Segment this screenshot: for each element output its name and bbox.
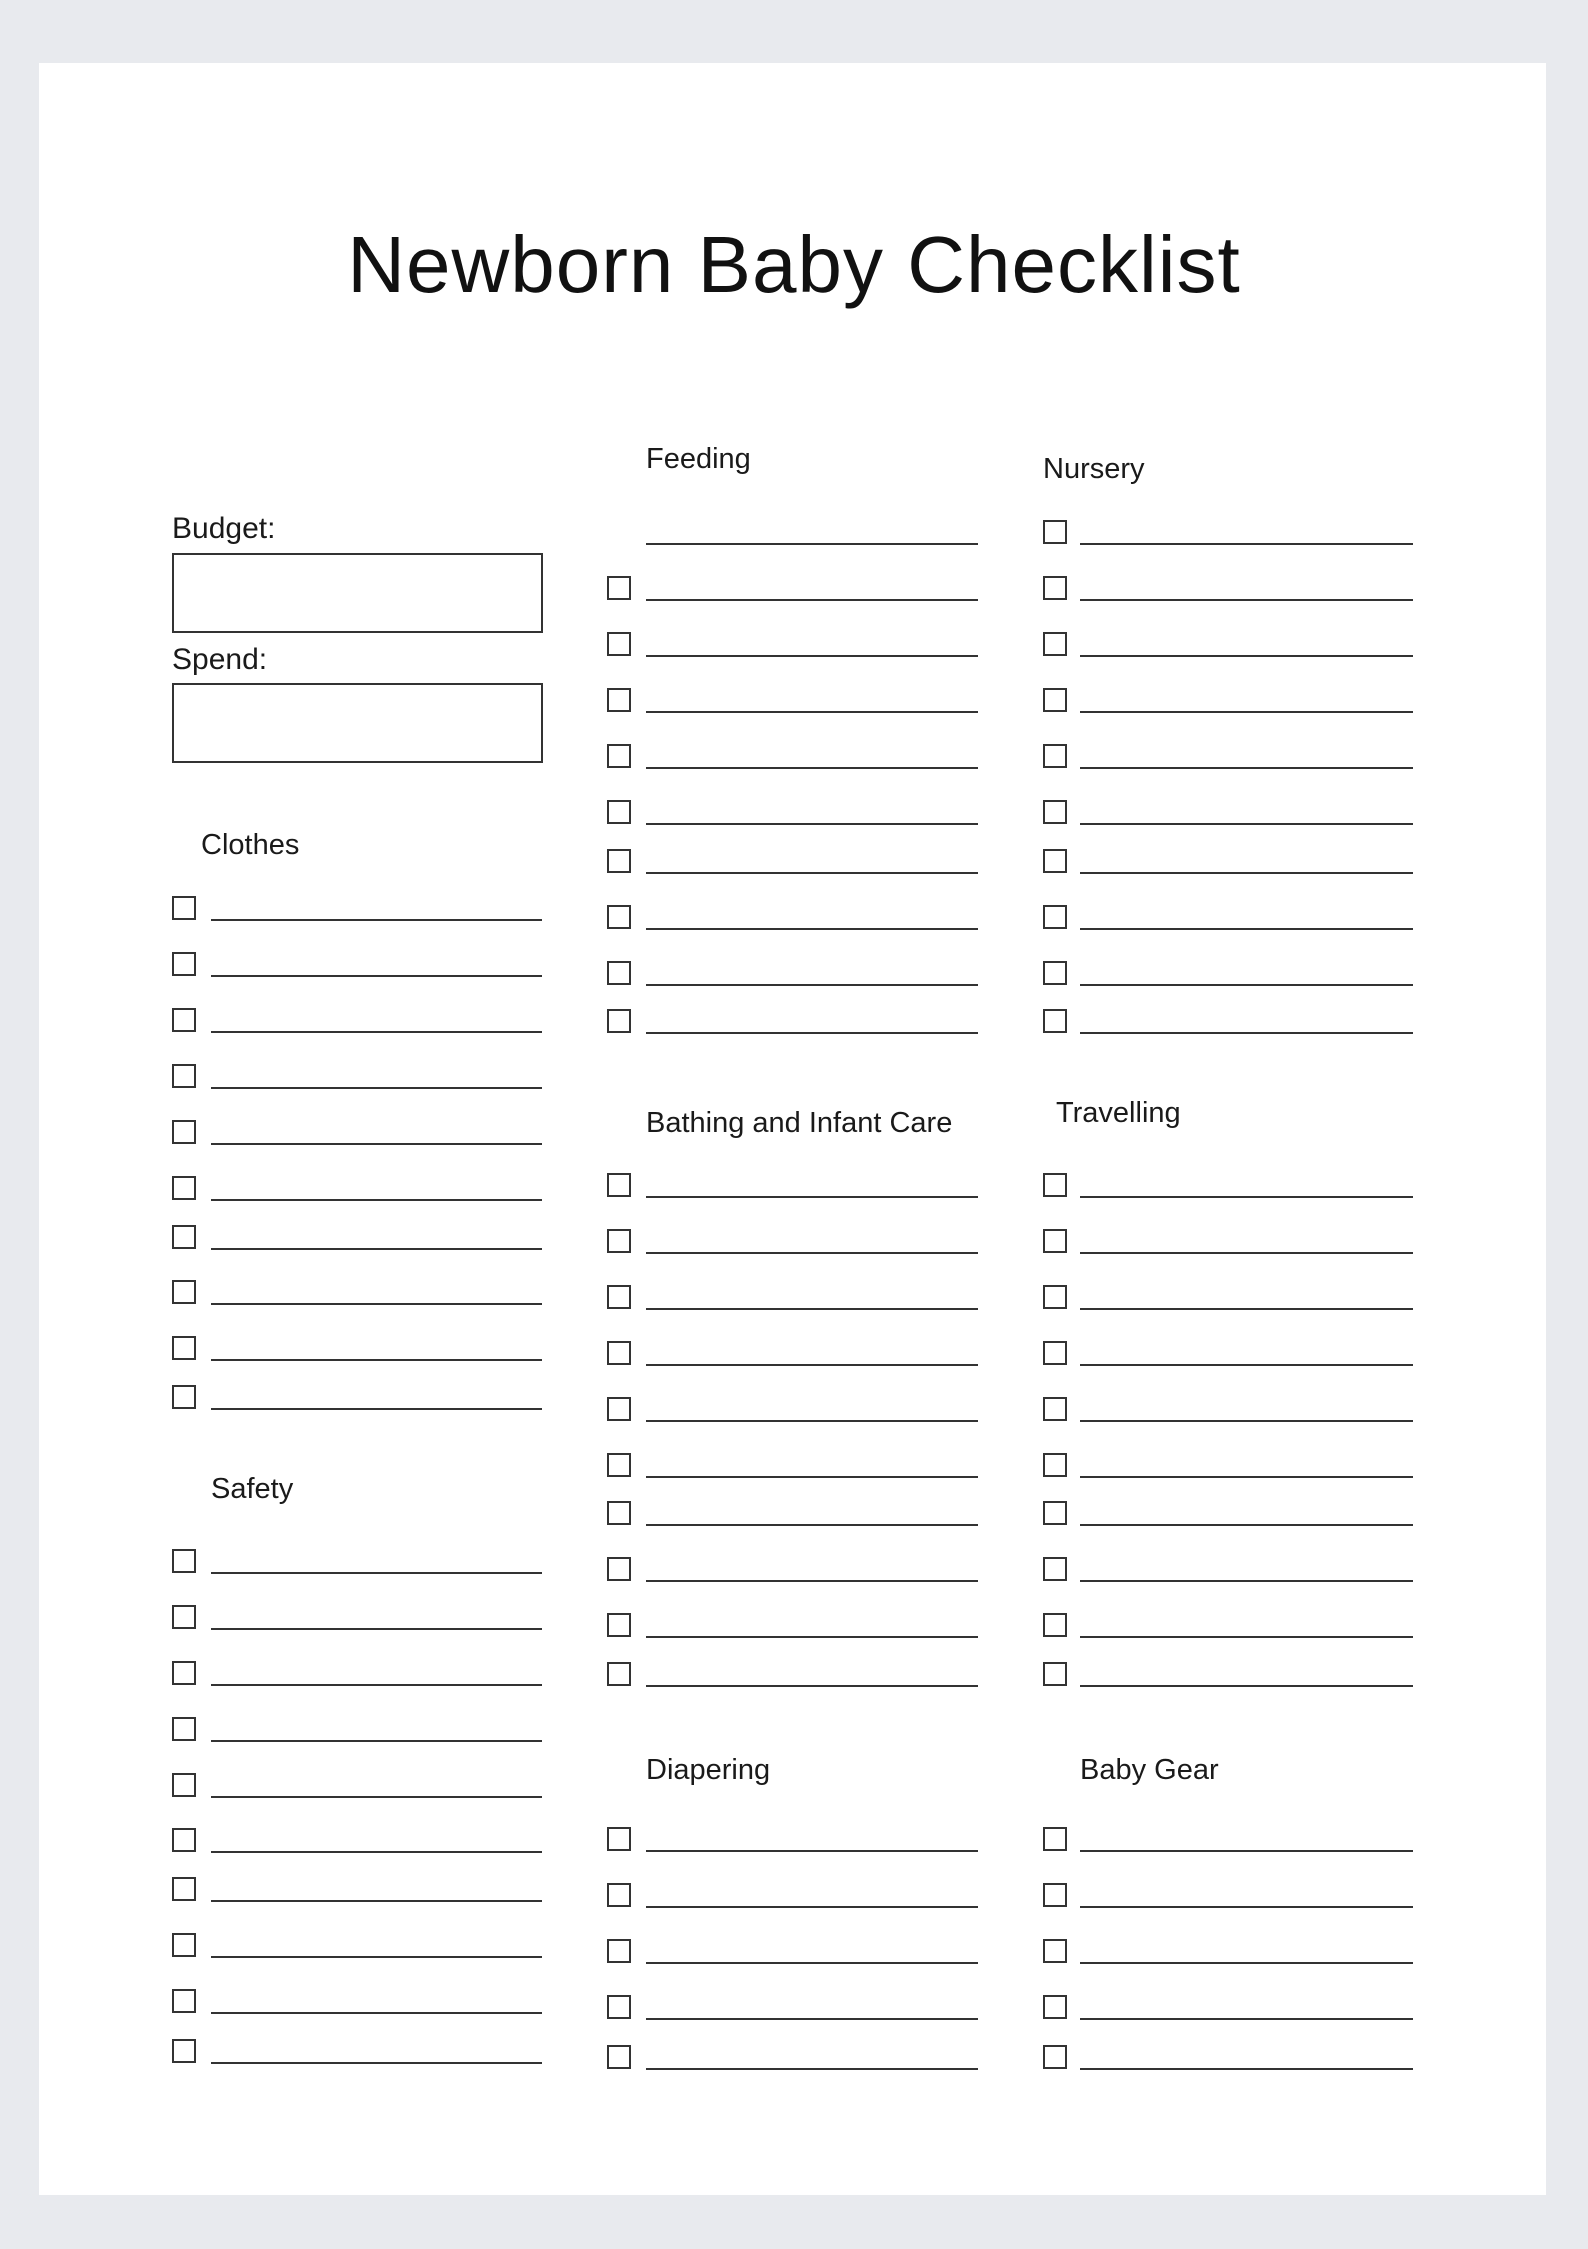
- checklist-checkbox[interactable]: [607, 1501, 631, 1525]
- checklist-checkbox[interactable]: [607, 632, 631, 656]
- checklist-checkbox[interactable]: [1043, 1453, 1067, 1477]
- checklist-checkbox[interactable]: [172, 1661, 196, 1685]
- checklist-checkbox[interactable]: [1043, 744, 1067, 768]
- checklist-checkbox[interactable]: [172, 1176, 196, 1200]
- checklist-checkbox[interactable]: [1043, 2045, 1067, 2069]
- checklist-checkbox[interactable]: [1043, 1501, 1067, 1525]
- section-heading: Feeding: [646, 443, 751, 475]
- checklist-item-line[interactable]: [1080, 2068, 1413, 2070]
- budget-label: Budget:: [172, 512, 276, 545]
- checklist-checkbox[interactable]: [607, 744, 631, 768]
- checklist-checkbox[interactable]: [1043, 1557, 1067, 1581]
- checklist-item-line[interactable]: [1080, 872, 1413, 874]
- checklist-item-line[interactable]: [646, 1580, 978, 1582]
- checklist-checkbox[interactable]: [1043, 800, 1067, 824]
- checklist-checkbox[interactable]: [1043, 576, 1067, 600]
- checklist-item-line[interactable]: [646, 767, 978, 769]
- checklist-item-line[interactable]: [1080, 1524, 1413, 1526]
- checklist-checkbox[interactable]: [607, 905, 631, 929]
- checklist-checkbox[interactable]: [1043, 1229, 1067, 1253]
- checklist-item-line[interactable]: [1080, 1032, 1413, 1034]
- checklist-checkbox[interactable]: [607, 1285, 631, 1309]
- checklist-item-line[interactable]: [646, 543, 978, 545]
- section-heading: Nursery: [1043, 453, 1145, 485]
- checklist-item-line[interactable]: [1080, 543, 1413, 545]
- checklist-item-line[interactable]: [211, 1900, 542, 1902]
- checklist-item-line[interactable]: [646, 1636, 978, 1638]
- checklist-checkbox[interactable]: [607, 2045, 631, 2069]
- checklist-item-line[interactable]: [211, 1408, 542, 1410]
- checklist-item-line[interactable]: [646, 1364, 978, 1366]
- checklist-item-line[interactable]: [211, 1359, 542, 1361]
- checklist-checkbox[interactable]: [172, 1549, 196, 1573]
- checklist-checkbox[interactable]: [607, 1883, 631, 1907]
- checklist-item-line[interactable]: [211, 919, 542, 921]
- checklist-item-line[interactable]: [211, 1956, 542, 1958]
- checklist-item-line[interactable]: [211, 975, 542, 977]
- checklist-item-line[interactable]: [646, 928, 978, 930]
- checklist-item-line[interactable]: [646, 711, 978, 713]
- checklist-checkbox[interactable]: [1043, 1613, 1067, 1637]
- checklist-item-line[interactable]: [211, 1796, 542, 1798]
- checklist-item-line[interactable]: [1080, 711, 1413, 713]
- checklist-checkbox[interactable]: [172, 1064, 196, 1088]
- checklist-checkbox[interactable]: [1043, 849, 1067, 873]
- checklist-checkbox[interactable]: [607, 849, 631, 873]
- checklist-checkbox[interactable]: [172, 1877, 196, 1901]
- checklist-item-line[interactable]: [646, 2018, 978, 2020]
- checklist-checkbox[interactable]: [172, 1385, 196, 1409]
- checklist-item-line[interactable]: [1080, 1636, 1413, 1638]
- checklist-checkbox[interactable]: [172, 896, 196, 920]
- checklist-item-line[interactable]: [646, 1476, 978, 1478]
- checklist-item-line[interactable]: [211, 1143, 542, 1145]
- checklist-item-line[interactable]: [646, 1032, 978, 1034]
- checklist-checkbox[interactable]: [1043, 1341, 1067, 1365]
- checklist-checkbox[interactable]: [607, 1453, 631, 1477]
- budget-field[interactable]: [172, 553, 543, 633]
- checklist-item-line[interactable]: [211, 1303, 542, 1305]
- checklist-item-line[interactable]: [1080, 1196, 1413, 1198]
- checklist-checkbox[interactable]: [1043, 1397, 1067, 1421]
- checklist-checkbox[interactable]: [1043, 632, 1067, 656]
- checklist-checkbox[interactable]: [607, 1995, 631, 2019]
- checklist-checkbox[interactable]: [172, 1717, 196, 1741]
- checklist-checkbox[interactable]: [1043, 1827, 1067, 1851]
- checklist-item-line[interactable]: [646, 1308, 978, 1310]
- checklist-item-line[interactable]: [1080, 767, 1413, 769]
- checklist-checkbox[interactable]: [607, 1173, 631, 1197]
- checklist-item-line[interactable]: [1080, 984, 1413, 986]
- checklist-checkbox[interactable]: [172, 952, 196, 976]
- checklist-item-line[interactable]: [211, 1851, 542, 1853]
- checklist-checkbox[interactable]: [1043, 520, 1067, 544]
- checklist-checkbox[interactable]: [1043, 1173, 1067, 1197]
- checklist-checkbox[interactable]: [1043, 905, 1067, 929]
- checklist-checkbox[interactable]: [172, 1280, 196, 1304]
- checklist-checkbox[interactable]: [1043, 1285, 1067, 1309]
- checklist-item-line[interactable]: [1080, 1476, 1413, 1478]
- checklist-item-line[interactable]: [646, 1252, 978, 1254]
- checklist-item-line[interactable]: [646, 872, 978, 874]
- checklist-checkbox[interactable]: [607, 1827, 631, 1851]
- checklist-checkbox[interactable]: [607, 576, 631, 600]
- checklist-item-line[interactable]: [1080, 1962, 1413, 1964]
- checklist-item-line[interactable]: [646, 1906, 978, 1908]
- checklist-checkbox[interactable]: [607, 1613, 631, 1637]
- checklist-item-line[interactable]: [1080, 599, 1413, 601]
- checklist-item-line[interactable]: [1080, 655, 1413, 657]
- checklist-item-line[interactable]: [646, 1962, 978, 1964]
- section-heading: Clothes: [201, 829, 300, 861]
- checklist-checkbox[interactable]: [172, 1120, 196, 1144]
- checklist-checkbox[interactable]: [607, 1229, 631, 1253]
- checklist-item-line[interactable]: [211, 1628, 542, 1630]
- checklist-item-line[interactable]: [646, 1196, 978, 1198]
- checklist-checkbox[interactable]: [1043, 1662, 1067, 1686]
- checklist-item-line[interactable]: [211, 1248, 542, 1250]
- section-heading: Safety: [211, 1473, 294, 1505]
- checklist-item-line[interactable]: [646, 1524, 978, 1526]
- checklist-item-line[interactable]: [211, 1031, 542, 1033]
- checklist-checkbox[interactable]: [1043, 1939, 1067, 1963]
- checklist-checkbox[interactable]: [172, 1225, 196, 1249]
- checklist-item-line[interactable]: [646, 984, 978, 986]
- checklist-checkbox[interactable]: [607, 800, 631, 824]
- checklist-checkbox[interactable]: [607, 1662, 631, 1686]
- checklist-checkbox[interactable]: [172, 1605, 196, 1629]
- checklist-checkbox[interactable]: [1043, 1009, 1067, 1033]
- checklist-checkbox[interactable]: [1043, 1883, 1067, 1907]
- checklist-checkbox[interactable]: [607, 1397, 631, 1421]
- checklist-checkbox[interactable]: [607, 1341, 631, 1365]
- checklist-item-line[interactable]: [646, 2068, 978, 2070]
- checklist-checkbox[interactable]: [172, 1336, 196, 1360]
- checklist-item-line[interactable]: [1080, 1685, 1413, 1687]
- checklist-checkbox[interactable]: [172, 2039, 196, 2063]
- checklist-checkbox[interactable]: [607, 961, 631, 985]
- section-heading: Baby Gear: [1080, 1754, 1219, 1786]
- checklist-item-line[interactable]: [211, 2062, 542, 2064]
- checklist-item-line[interactable]: [646, 599, 978, 601]
- spend-label: Spend:: [172, 643, 268, 676]
- checklist-item-line[interactable]: [1080, 1850, 1413, 1852]
- checklist-checkbox[interactable]: [172, 1933, 196, 1957]
- spend-field[interactable]: [172, 683, 543, 763]
- checklist-item-line[interactable]: [211, 1684, 542, 1686]
- checklist-item-line[interactable]: [646, 1850, 978, 1852]
- checklist-item-line[interactable]: [1080, 1580, 1413, 1582]
- checklist-checkbox[interactable]: [172, 1989, 196, 2013]
- checklist-item-line[interactable]: [211, 2012, 542, 2014]
- page-title: Newborn Baby Checklist: [347, 220, 1241, 309]
- checklist-checkbox[interactable]: [607, 1557, 631, 1581]
- checklist-item-line[interactable]: [1080, 928, 1413, 930]
- checklist-checkbox[interactable]: [1043, 1995, 1067, 2019]
- checklist-item-line[interactable]: [211, 1087, 542, 1089]
- checklist-item-line[interactable]: [1080, 1308, 1413, 1310]
- checklist-item-line[interactable]: [646, 823, 978, 825]
- checklist-item-line[interactable]: [646, 1420, 978, 1422]
- checklist-item-line[interactable]: [211, 1572, 542, 1574]
- checklist-item-line[interactable]: [646, 1685, 978, 1687]
- section-heading: Diapering: [646, 1754, 771, 1786]
- checklist-item-line[interactable]: [1080, 1252, 1413, 1254]
- checklist-checkbox[interactable]: [172, 1008, 196, 1032]
- checklist-checkbox[interactable]: [1043, 961, 1067, 985]
- checklist-checkbox[interactable]: [607, 1939, 631, 1963]
- checklist-checkbox[interactable]: [607, 1009, 631, 1033]
- checklist-item-line[interactable]: [646, 655, 978, 657]
- section-heading: Travelling: [1056, 1097, 1181, 1129]
- checklist-item-line[interactable]: [1080, 823, 1413, 825]
- checklist-checkbox[interactable]: [172, 1828, 196, 1852]
- checklist-item-line[interactable]: [1080, 1906, 1413, 1908]
- checklist-item-line[interactable]: [211, 1740, 542, 1742]
- checklist-checkbox[interactable]: [1043, 688, 1067, 712]
- section-heading: Bathing and Infant Care: [646, 1107, 953, 1139]
- checklist-item-line[interactable]: [1080, 1364, 1413, 1366]
- checklist-checkbox[interactable]: [172, 1773, 196, 1797]
- checklist-item-line[interactable]: [1080, 1420, 1413, 1422]
- checklist-item-line[interactable]: [211, 1199, 542, 1201]
- checklist-checkbox[interactable]: [607, 688, 631, 712]
- checklist-item-line[interactable]: [1080, 2018, 1413, 2020]
